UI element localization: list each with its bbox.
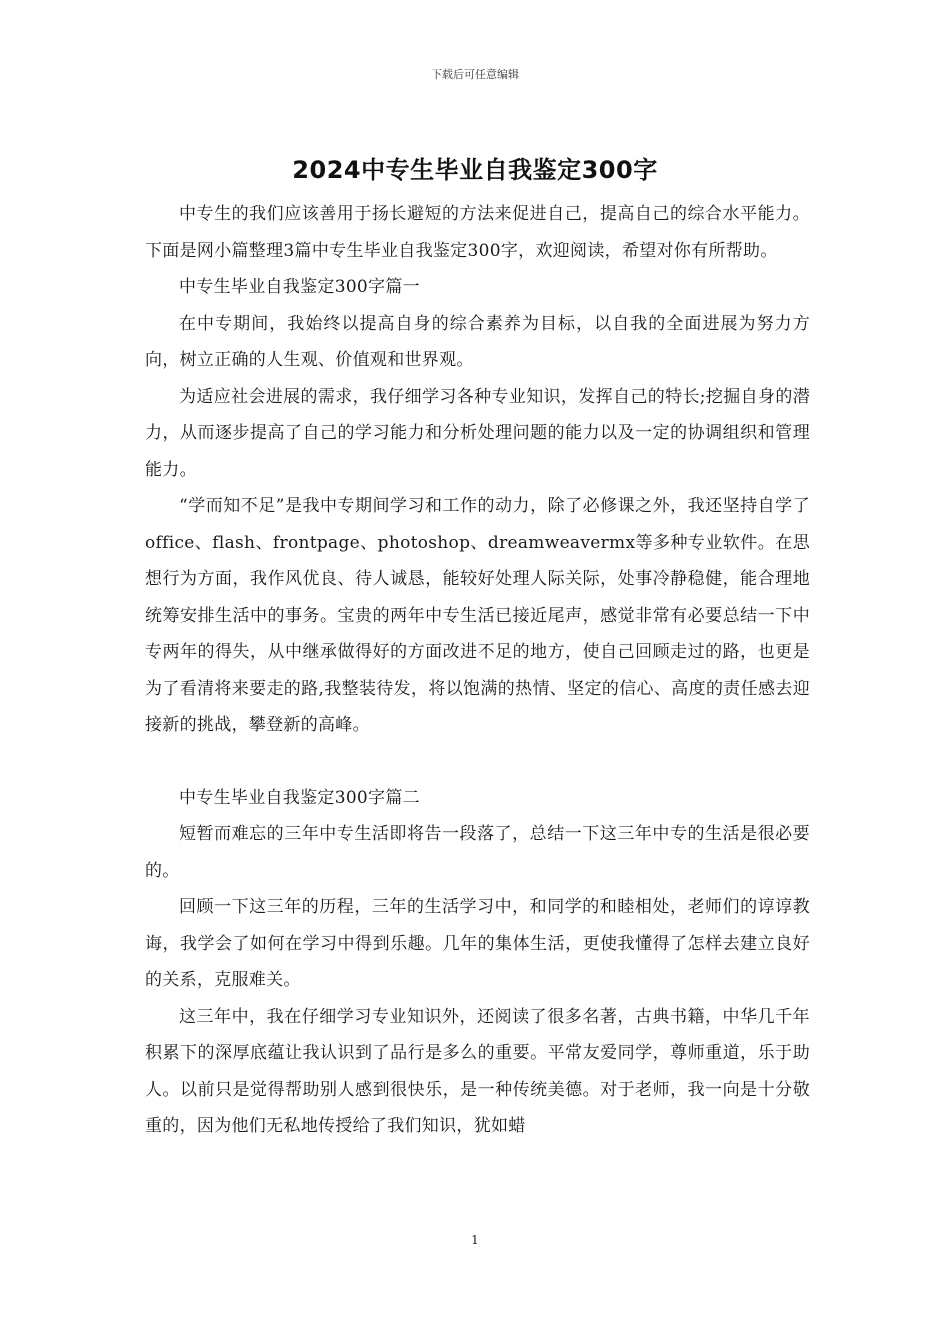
blank-line (145, 744, 810, 780)
document-body (145, 196, 810, 1145)
body-paragraph: 为适应社会进展的需求，我仔细学习各种专业知识，发挥自己的特长;挖掘自身的潜力，从而逐步提高了自己的学习能力和分析处理问题的能力以及一定的协调组织和管理能力。 (145, 386, 810, 480)
body-paragraph: “学而知不足”是我中专期间学习和工作的动力，除了必修课之外，我还坚持自学了office、flash、frontpage、photoshop、dreamweavermx等多种专业软件。在思想行为方面，我作风优良、待人诚恳，能较好处理人际关际，处事冷静稳健，能合理地统筹安排生活中的事务。宝贵的两年中专生活已接近尾声，感觉非常有必要总结一下中专两年的得失，从中继承做得好的方面改进不足的地方，使自己回顾走过的路，也更是为了看清将来要走的路,我整装待发，将以饱满的热情、坚定的信心、高度的责任感去迎接新的挑战，攀登新的高峰。 (145, 496, 810, 735)
body-paragraph: 在中专期间，我始终以提高自身的综合素养为目标，以自我的全面进展为努力方向，树立正确的人生观、价值观和世界观。 (145, 313, 810, 370)
body-paragraph: 回顾一下这三年的历程，三年的生活学习中，和同学的和睦相处，老师们的谆谆教诲，我学会了如何在学习中得到乐趣。几年的集体生活，更使我懂得了怎样去建立良好的关系，克服难关。 (145, 897, 810, 990)
section-heading-1: 中专生毕业自我鉴定300字篇一 (179, 277, 420, 297)
intro-paragraph: 中专生的我们应该善用于扬长避短的方法来促进自己，提高自己的综合水平能力。下面是网小篇整理3篇中专生毕业自我鉴定300字，欢迎阅读，希望对你有所帮助。 (145, 204, 810, 261)
document-title: 2024中专生毕业自我鉴定300字 (292, 156, 658, 184)
body-paragraph: 短暂而难忘的三年中专生活即将告一段落了，总结一下这三年中专的生活是很必要的。 (145, 824, 810, 881)
section-heading-2: 中专生毕业自我鉴定300字篇二 (179, 787, 420, 808)
body-paragraph: 这三年中，我在仔细学习专业知识外，还阅读了很多名著，古典书籍，中华几千年积累下的深厚底蕴让我认识到了品行是多么的重要。平常友爱同学，尊师重道，乐于助人。以前只是觉得帮助别人感到很快乐，是一种传统美德。对于老师，我一向是十分敬重的，因为他们无私地传授给了我们知识，犹如蜡 (145, 1006, 810, 1136)
page-number: 1 (471, 1233, 479, 1247)
page-header: 下载后可任意编辑 (431, 68, 519, 81)
